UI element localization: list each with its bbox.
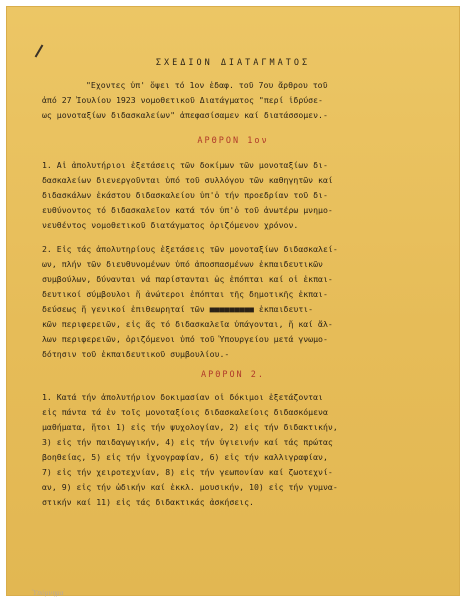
article-1-line: συμβούλων, δύνανται νά παρίστανται ὡς ἐπόπται καί οἱ ἐκπαι-	[42, 274, 333, 284]
article-1-line: λων περιφερειῶν, ὁριζόμενοι ὑπό τοῦ Ὑπουργείου μετά γνωμο-	[42, 334, 328, 344]
article-2-line: 7) εἰς τήν χειροτεχνίαν, 8) εἰς τήν γεωπονίαν καί ζωοτεχνί-	[42, 467, 333, 477]
article-2-line: εἰς πάντα τά ἐν τοῖς μονοταξίοις διδασκαλείοις διδασκόμενα	[42, 407, 328, 417]
article-1-line: δευτικοί σύμβουλοι ἤ ἀνώτεροι ἐπόπται τῆς δημοτικῆς ἐκπαι-	[42, 289, 328, 299]
article-1-line: 2. Εἰς τάς ἀπολυτηρίους ἐξετάσεις τῶν μονοταξίων διδασκαλεί-	[42, 244, 338, 254]
article-2-heading: ΑΡΘΡΟΝ 2.	[200, 370, 266, 380]
article-2-line: βοηθείας, 5) εἰς τήν ἰχνογραφίαν, 6) εἰς τήν καλλιγραφίαν,	[42, 452, 328, 462]
intro-line: "Εχοντες ὑπ' ὄψει τό 1ον ἐδαφ. τοῦ 7ου ἄρθρου τοῦ	[86, 80, 328, 90]
article-1-line: ων, πλήν τῶν διευθυνομένων ὑπό ἀποσπασμένων ἐκπαιδευτικῶν	[42, 259, 323, 269]
article-1-line: 1. Αἱ ἀπολυτήριοι ἐξετάσεις τῶν δοκίμων τῶν μονοταξίων δι-	[42, 160, 328, 170]
archive-pencil-mark: Ὑπόμνημα	[32, 590, 64, 597]
article-2-line: αν, 9) εἰς τήν ὠδικήν καί ἐκκλ. μουσικήν, 10) εἰς τήν γυμνα-	[42, 482, 338, 492]
article-1-line: δότησιν τοῦ ἐκπαιδευτικοῦ συμβουλίου.-	[42, 349, 230, 359]
article-1-line: νευθέντος νομοθετικοῦ διατάγματος ὁριζόμενον χρόνον.	[42, 220, 299, 230]
article-1-line: διδασκάλων ἑκάστου διδασκαλείου ὑπ'ὁ τήν προεδρίαν τοῦ δι-	[42, 190, 328, 200]
article-1-heading: ΑΡΘΡΟΝ 1ον	[197, 136, 269, 146]
article-2-line: 1. Κατά τήν ἀπολυτήριον δοκιμασίαν οἱ δόκιμοι ἐξετάζονται	[42, 392, 323, 402]
article-2-line: 3) εἰς τήν παιδαγωγικήν, 4) εἰς τήν ὑγιεινήν καί τάς πρώτας	[42, 437, 333, 447]
article-1-line: δεύσεως ἤ γενικοί ἐπιθεωρηταί τῶν ■■■■■■■■■ ἐκπαιδευτι-	[42, 304, 314, 314]
article-2-line: στικήν καί 11) εἰς τάς διδακτικάς ἀσκήσεις.	[42, 497, 254, 507]
article-2-line: μαθήματα, ἤτοι 1) εἰς τήν ψυχολογίαν, 2) εἰς τήν διδακτικήν,	[42, 422, 338, 432]
document-title: ΣΧΕΔΙΟΝ ΔΙΑΤΑΓΜΑΤΟΣ	[155, 58, 311, 68]
intro-line: ως μονοταξίων διδασκαλείων" ἀπεφασίσαμεν καί διατάσσομεν.-	[42, 110, 328, 120]
intro-line: ἀπό 27 Ἰουλίου 1923 νομοθετικοῦ Διατάγματος "περί ἱδρύσε-	[42, 95, 323, 105]
article-1-line: κῶν περιφερειῶν, εἰς ἅς τό διδασκαλεῖα ὑπάγονται, ἤ καί ἄλ-	[42, 319, 333, 329]
article-1-line: δασκαλείων διενεργοῦνται ὑπό τοῦ συλλόγου τῶν καθηγητῶν καί	[42, 175, 333, 185]
document-page	[6, 6, 460, 596]
article-1-line: ευθύνοντος τό διδασκαλεῖον κατά τόν ὑπ'ὁ τοῦ ἀνωτέρω μνημο-	[42, 205, 333, 215]
pen-mark	[35, 44, 44, 57]
